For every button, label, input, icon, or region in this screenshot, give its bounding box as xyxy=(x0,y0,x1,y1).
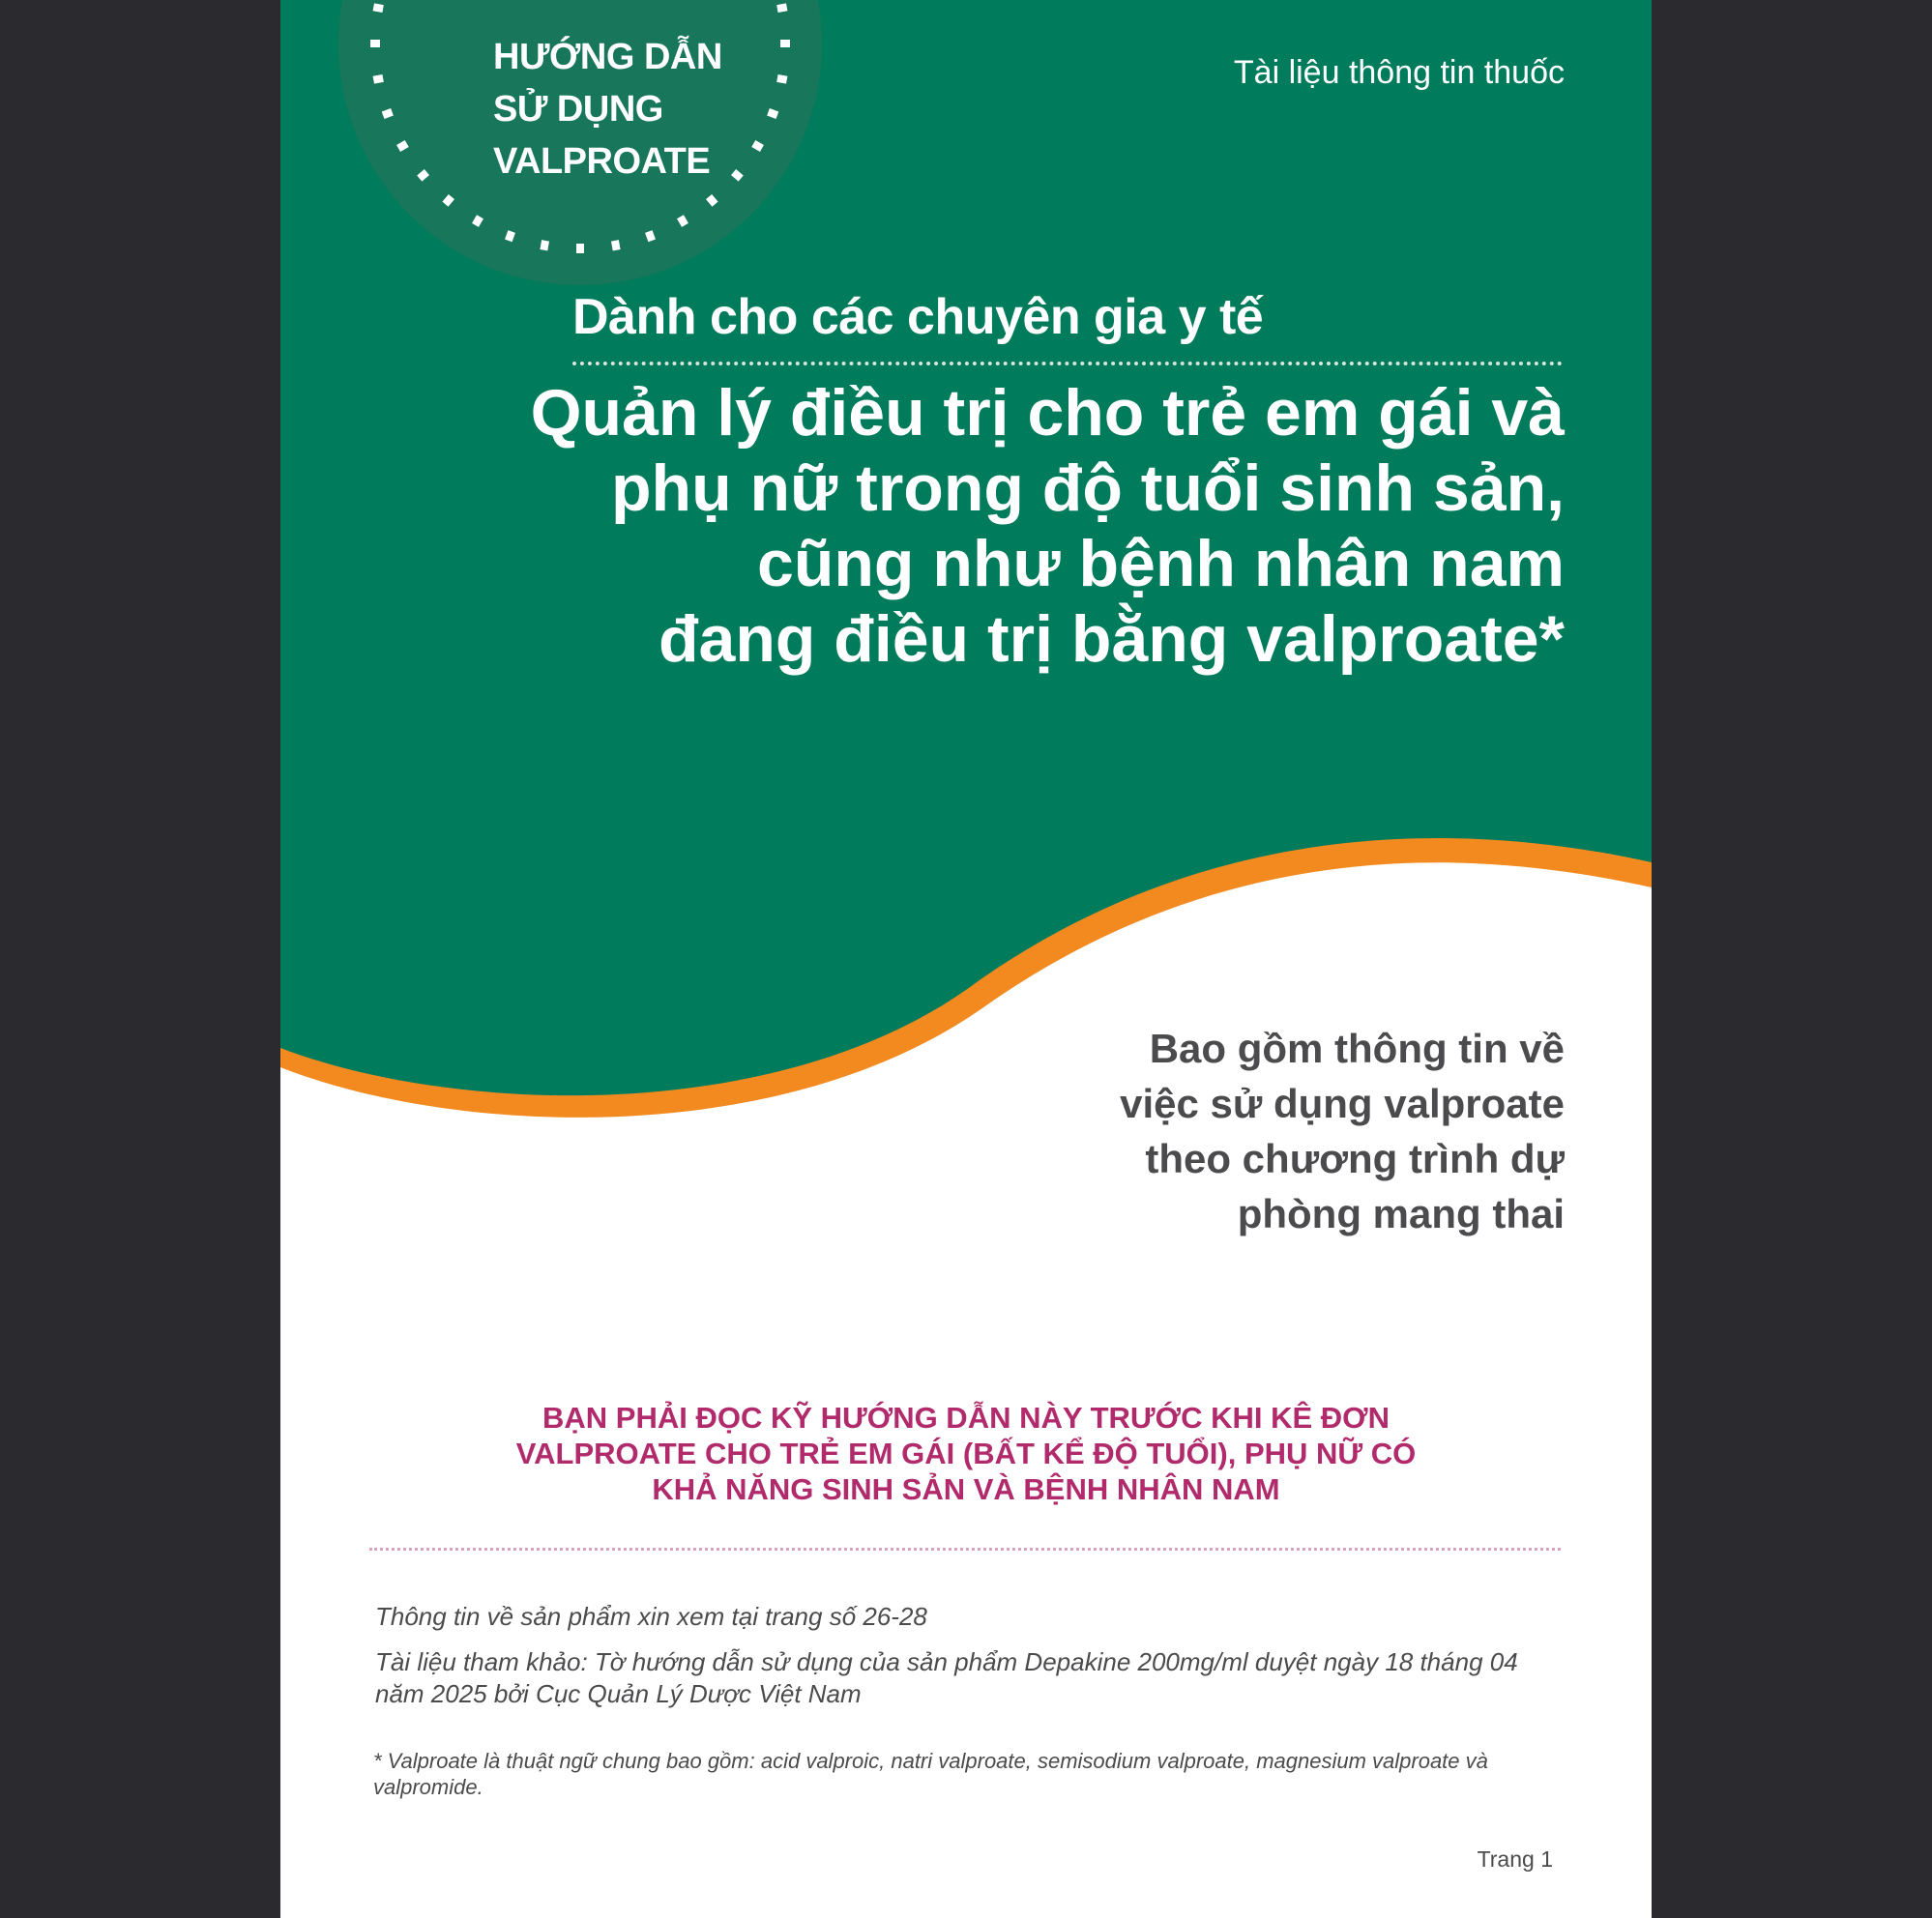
title-line: Quản lý điều trị cho trẻ em gái và xyxy=(530,376,1565,450)
warning-line: KHẢ NĂNG SINH SẢN VÀ BỆNH NHÂN NAM xyxy=(652,1472,1280,1506)
badge-dot xyxy=(540,240,549,250)
reference-note: Tài liệu tham khảo: Tờ hướng dẫn sử dụng của sản phẩm Depakine 200mg/ml duyệt ngày 18 tháng 04 năm 2025 bởi Cục Quản Lý Dược Việt Nam xyxy=(375,1647,1518,1708)
badge-line: VALPROATE xyxy=(493,141,711,182)
badge-dot xyxy=(373,3,384,13)
title-line: đang điều trị bằng valproate* xyxy=(658,602,1565,676)
badge-dot xyxy=(373,74,384,84)
warning-notice xyxy=(280,1400,1652,1507)
document-page xyxy=(280,0,1652,1918)
dotted-divider xyxy=(369,1548,1561,1551)
audience-heading: Dành cho các chuyên gia y tế xyxy=(572,289,1264,345)
includes-line: phòng mang thai xyxy=(1237,1191,1565,1236)
dotted-divider xyxy=(572,362,1563,365)
badge-dot xyxy=(611,240,621,250)
warning-line: BẠN PHẢI ĐỌC KỸ HƯỚNG DẪN NÀY TRƯỚC KHI KÊ ĐƠN xyxy=(542,1401,1390,1435)
page-number: Trang 1 xyxy=(1477,1846,1553,1872)
document-type-label: Tài liệu thông tin thuốc xyxy=(1233,54,1565,91)
product-info-note: Thông tin về sản phẩm xin xem tại trang số 26-28 xyxy=(375,1602,927,1631)
badge-line: HƯỚNG DẪN xyxy=(493,37,722,77)
includes-line: Bao gồm thông tin về xyxy=(1149,1026,1565,1071)
title-line: cũng như bệnh nhân nam xyxy=(757,527,1565,600)
title-line: phụ nữ trong độ tuổi sinh sản, xyxy=(611,451,1565,525)
main-title xyxy=(404,375,1565,677)
footnote: * Valproate là thuật ngữ chung bao gồm: acid valproic, natri valproate, semisodium valproate, magnesium valproate và valpromide. xyxy=(373,1749,1488,1799)
badge-line: SỬ DỤNG xyxy=(493,89,663,130)
includes-line: theo chương trình dự xyxy=(1145,1136,1565,1181)
includes-line: việc sử dụng valproate xyxy=(1120,1081,1565,1126)
badge-title xyxy=(493,31,783,188)
includes-note xyxy=(1023,1021,1565,1241)
badge-dot xyxy=(576,244,584,253)
warning-line: VALPROATE CHO TRẺ EM GÁI (BẤT KỂ ĐỘ TUỔI), PHỤ NỮ CÓ xyxy=(515,1437,1417,1470)
badge-dot xyxy=(776,3,787,13)
badge-dot xyxy=(370,40,380,47)
